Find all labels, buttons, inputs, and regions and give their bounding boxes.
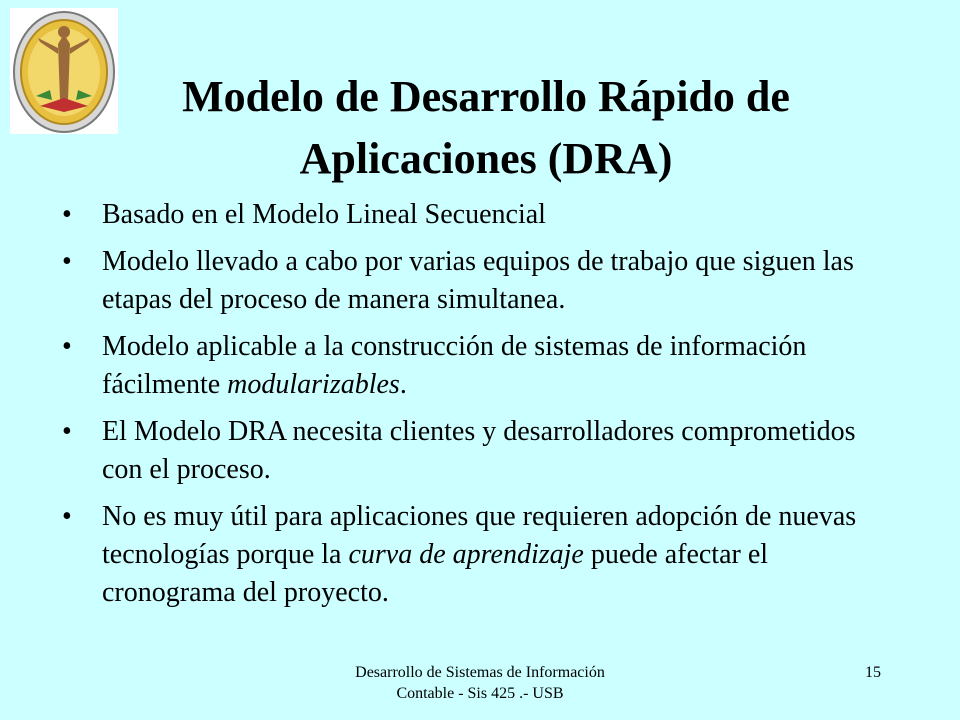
bullet-dot: • [62, 501, 72, 532]
bullet-item [60, 328, 880, 404]
bullet-dot: • [62, 246, 72, 277]
bullet-dot: • [62, 416, 72, 447]
bullet-list [60, 196, 880, 621]
bullet-text [102, 501, 856, 608]
bullet-text: El Modelo DRA necesita clientes y desarrolladores comprometidos con el proceso. [102, 416, 856, 485]
bullet-item [60, 498, 880, 612]
bullet-text-end: . [399, 369, 407, 400]
bullet-text: Basado en el Modelo Lineal Secuencial [102, 199, 546, 230]
slide-footer: Desarrollo de Sistemas de Información Contable - Sis 425 .- USB [355, 664, 605, 702]
bullet-item [60, 413, 880, 489]
bullet-dot: • [62, 331, 72, 362]
bullet-text-emphasis: curva de aprendizaje [348, 539, 584, 570]
bullet-dot: • [62, 199, 72, 230]
bullet-item [60, 196, 880, 234]
bullet-text-emphasis: modularizables [227, 369, 400, 400]
slide-title-line-2: Aplicaciones (DRA) [299, 134, 673, 183]
slide-title [60, 66, 912, 190]
bullet-text-start: Modelo aplicable a la construcción de sistemas de información fácilmente [102, 331, 807, 400]
bullet-item [60, 243, 880, 319]
slide-title-line-1: Modelo de Desarrollo Rápido de [182, 72, 790, 121]
bullet-text-end: puede afectar el cronograma del proyecto. [102, 539, 769, 608]
page-number: 15 [865, 664, 881, 681]
bullet-text [102, 331, 806, 400]
bullet-text-start: No es muy útil para aplicaciones que requieren adopción de nuevas tecnologías porque la [102, 501, 857, 570]
bullet-text: Modelo llevado a cabo por varias equipos de trabajo que siguen las etapas del proceso de manera simultanea. [102, 246, 854, 315]
